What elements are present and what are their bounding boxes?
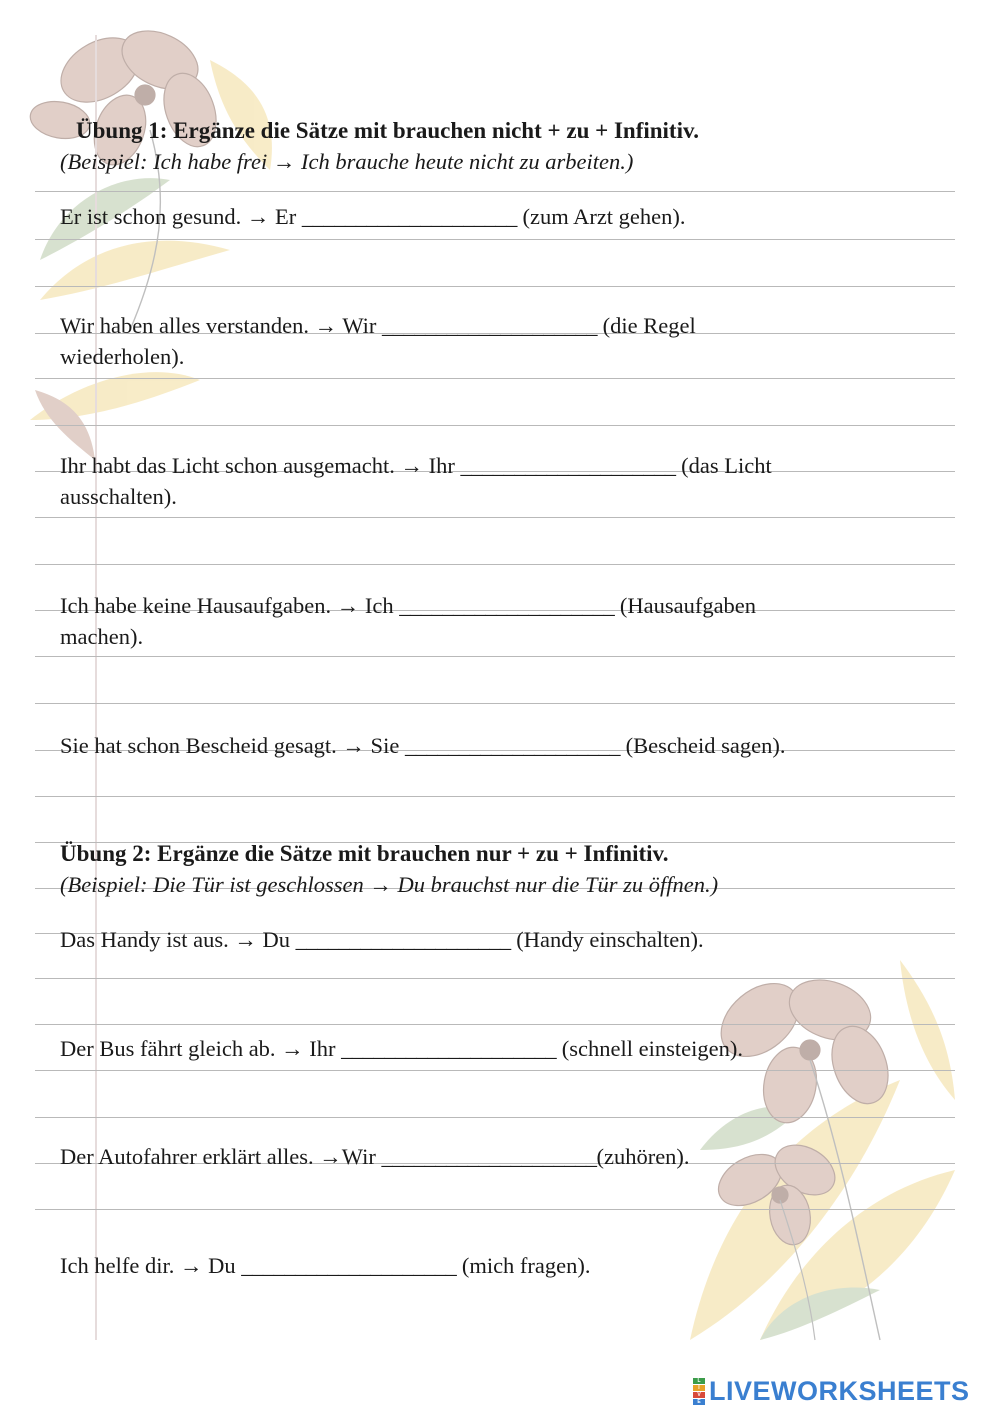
answer-blank[interactable]: ____________________ xyxy=(399,593,615,618)
logo-letter: E xyxy=(693,1399,705,1405)
exercise-1-item-1 xyxy=(60,202,686,232)
exercise-1-item-4-continued: machen). xyxy=(60,624,144,649)
liveworksheets-logo[interactable] xyxy=(693,1376,970,1406)
exercise-2-item-4 xyxy=(60,1251,591,1281)
ruled-line xyxy=(35,1024,955,1025)
item-hint: (mich fragen). xyxy=(461,1253,591,1278)
logo-letter: V xyxy=(693,1392,705,1398)
item-hint: (das Licht xyxy=(681,453,772,478)
ruled-line xyxy=(35,239,955,240)
exercise-2-item-3 xyxy=(60,1142,690,1172)
item-prompt: Ich helfe dir. → Du xyxy=(60,1253,236,1278)
item-hint: (zum Arzt gehen). xyxy=(522,204,686,229)
exercise-1-item-3 xyxy=(60,451,772,481)
brand-name: LIVEWORKSHEETS xyxy=(709,1375,970,1406)
ruled-line xyxy=(35,656,955,657)
item-hint: (Handy einschalten). xyxy=(516,927,704,952)
item-prompt: Sie hat schon Bescheid gesagt. → Sie xyxy=(60,733,400,758)
ruled-line xyxy=(35,378,955,379)
item-hint: (Hausaufgaben xyxy=(619,593,757,618)
answer-blank[interactable]: ____________________ xyxy=(241,1253,457,1278)
ruled-line xyxy=(35,517,955,518)
ruled-line xyxy=(35,286,955,287)
item-hint: (schnell einsteigen). xyxy=(561,1036,743,1061)
logo-letter: L xyxy=(693,1378,705,1384)
ruled-line xyxy=(35,1209,955,1210)
live-logo-icon xyxy=(693,1378,705,1405)
item-hint: (zuhören). xyxy=(596,1144,690,1169)
answer-blank[interactable]: ____________________ xyxy=(381,1144,597,1169)
ruled-line xyxy=(35,564,955,565)
exercise-1-item-2-continued: wiederholen). xyxy=(60,344,185,369)
exercise-2-item-2 xyxy=(60,1034,743,1064)
item-hint: (die Regel xyxy=(602,313,696,338)
exercise-1-example: (Beispiel: Ich habe frei → Ich brauche heute nicht zu arbeiten.) xyxy=(60,149,634,174)
item-hint: (Bescheid sagen). xyxy=(625,733,786,758)
answer-blank[interactable]: ____________________ xyxy=(295,927,511,952)
answer-blank[interactable]: ____________________ xyxy=(341,1036,557,1061)
logo-letter: I xyxy=(693,1385,705,1391)
ruled-line xyxy=(35,191,955,192)
exercise-1-item-2 xyxy=(60,311,696,341)
ruled-line xyxy=(35,703,955,704)
item-prompt: Das Handy ist aus. → Du xyxy=(60,927,290,952)
ruled-line xyxy=(35,978,955,979)
exercise-2-item-1 xyxy=(60,925,704,955)
bottom-right-flower-decoration xyxy=(690,960,955,1340)
item-prompt: Ich habe keine Hausaufgaben. → Ich xyxy=(60,593,394,618)
exercise-1-heading: Übung 1: Ergänze die Sätze mit brauchen nicht + zu + Infinitiv. xyxy=(76,118,699,143)
ruled-line xyxy=(35,1117,955,1118)
item-prompt: Wir haben alles verstanden. → Wir xyxy=(60,313,377,338)
exercise-1-item-5 xyxy=(60,731,786,761)
item-prompt: Der Bus fährt gleich ab. → Ihr xyxy=(60,1036,336,1061)
ruled-line xyxy=(35,796,955,797)
ruled-line xyxy=(35,1070,955,1071)
exercise-2-heading: Übung 2: Ergänze die Sätze mit brauchen nur + zu + Infinitiv. xyxy=(60,841,669,866)
item-prompt: Ihr habt das Licht schon ausgemacht. → Ihr xyxy=(60,453,455,478)
answer-blank[interactable]: ____________________ xyxy=(382,313,598,338)
item-prompt: Er ist schon gesund. → Er xyxy=(60,204,297,229)
answer-blank[interactable]: ____________________ xyxy=(301,204,517,229)
exercise-1-item-4 xyxy=(60,591,756,621)
answer-blank[interactable]: ____________________ xyxy=(404,733,620,758)
answer-blank[interactable]: ____________________ xyxy=(460,453,676,478)
exercise-1-item-3-continued: ausschalten). xyxy=(60,484,177,509)
exercise-2-example: (Beispiel: Die Tür ist geschlossen → Du brauchst nur die Tür zu öffnen.) xyxy=(60,872,719,897)
ruled-line xyxy=(35,425,955,426)
item-prompt: Der Autofahrer erklärt alles. →Wir xyxy=(60,1144,376,1169)
